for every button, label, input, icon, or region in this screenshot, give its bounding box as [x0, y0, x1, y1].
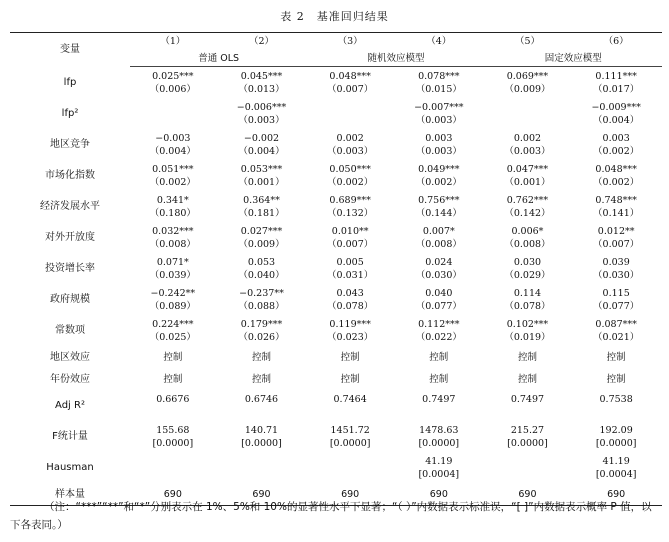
standard-error: （0.013）: [238, 83, 285, 95]
coefficient: 0.111***: [595, 70, 637, 82]
standard-error: （0.008）: [415, 238, 462, 250]
standard-error: （0.007）: [327, 238, 374, 250]
row-label: 年份效应: [50, 373, 90, 385]
coefficient: 0.002: [336, 132, 364, 144]
table-cell: [570, 452, 662, 483]
standard-error: [130, 114, 216, 127]
standard-error: （0.008）: [504, 238, 551, 250]
table-cell: 控制: [163, 351, 183, 363]
standard-error: （0.001）: [504, 176, 551, 188]
table-cell: [307, 222, 393, 253]
table-cell: [216, 129, 308, 160]
p-value: [216, 406, 308, 419]
coefficient: 0.689***: [329, 194, 371, 206]
p-value: [307, 406, 393, 419]
standard-error: （0.007）: [593, 238, 640, 250]
standard-error: [307, 114, 393, 127]
p-value: [0.0000]: [418, 437, 460, 449]
model-header-fixed-effects: 固定效应模型: [485, 50, 662, 67]
table-cell: 控制: [517, 373, 537, 385]
statistic-row: [10, 390, 662, 421]
table-cell: [216, 284, 308, 315]
p-value: [0.0000]: [241, 437, 282, 449]
coefficient: 0.003: [602, 132, 630, 144]
statistic-value: 155.68: [156, 424, 190, 436]
standard-error: （0.004）: [238, 145, 285, 157]
column-header: （5）: [485, 33, 571, 51]
standard-error: （0.006）: [149, 83, 196, 95]
table-cell: [130, 284, 216, 315]
table-cell: [130, 253, 216, 284]
coefficient: 0.039: [602, 256, 630, 268]
row-label: 地区竞争: [50, 139, 90, 150]
statistic-value: 0.7497: [510, 393, 545, 405]
table-cell: [130, 452, 216, 483]
table-cell: [570, 315, 662, 346]
standard-error: （0.019）: [504, 331, 551, 343]
table-cell: 控制: [163, 373, 183, 385]
table-cell: [130, 129, 216, 160]
standard-error: （0.021）: [593, 331, 640, 343]
p-value: [0.0004]: [595, 468, 637, 480]
standard-error: （0.077）: [593, 300, 640, 312]
p-value: [485, 468, 571, 481]
table-cell: [216, 191, 308, 222]
standard-error: （0.002）: [415, 176, 462, 188]
row-label: 对外开放度: [45, 232, 95, 243]
coefficient: 0.027***: [240, 225, 283, 237]
table-cell: [485, 160, 571, 191]
table-cell: [216, 222, 308, 253]
p-value: [0.0000]: [507, 437, 548, 449]
row-label: 常数项: [55, 325, 85, 336]
p-value: [0.0000]: [152, 437, 194, 449]
table-cell: 控制: [606, 373, 626, 385]
table-cell: [130, 67, 216, 99]
table-cell: [393, 67, 485, 99]
table-cell: 控制: [606, 351, 626, 363]
table-cell: [307, 452, 393, 483]
model-header-ols: 普通 OLS: [130, 50, 307, 67]
coefficient: 0.032***: [152, 225, 194, 237]
statistic-row: [10, 452, 662, 483]
table-cell: [307, 253, 393, 284]
p-value: [130, 406, 216, 419]
coefficient: −0.237**: [239, 287, 284, 299]
coefficient: 0.005: [336, 256, 364, 268]
table-cell: [485, 390, 571, 421]
standard-error: （0.002）: [593, 176, 640, 188]
standard-error: （0.030）: [415, 269, 462, 281]
coefficient: 0.119***: [329, 318, 371, 330]
statistic-value: 215.27: [510, 424, 545, 436]
standard-error: （0.009）: [238, 238, 285, 250]
table-cell: 控制: [429, 351, 449, 363]
table-cell: [393, 390, 485, 421]
standard-error: （0.132）: [327, 207, 374, 219]
coefficient: 0.364**: [243, 194, 280, 206]
table-cell: [307, 129, 393, 160]
table-row: [10, 67, 662, 99]
coefficient: 0.048***: [329, 70, 371, 82]
row-label: 市场化指数: [45, 170, 95, 181]
coefficient: 0.049***: [418, 163, 460, 175]
table-cell: [570, 129, 662, 160]
standard-error: [485, 114, 571, 127]
coefficient: 0.115: [602, 287, 630, 299]
table-cell: [485, 284, 571, 315]
table-cell: [570, 421, 662, 452]
p-value: [393, 406, 485, 419]
statistic-value: 1451.72: [330, 424, 370, 436]
standard-error: （0.003）: [327, 145, 374, 157]
standard-error: （0.029）: [504, 269, 551, 281]
standard-error: （0.144）: [415, 207, 462, 219]
coefficient: 0.007*: [422, 225, 455, 237]
standard-error: （0.017）: [593, 83, 640, 95]
control-row: [10, 346, 662, 368]
coefficient: 0.050***: [329, 163, 371, 175]
coefficient: 0.224***: [152, 318, 194, 330]
coefficient: 0.748***: [595, 194, 637, 206]
standard-error: （0.040）: [238, 269, 285, 281]
table-cell: [393, 129, 485, 160]
row-label: F统计量: [52, 431, 88, 442]
table-cell: [570, 67, 662, 99]
coefficient: −0.003: [155, 132, 191, 144]
statistic-value: 0.6676: [156, 393, 190, 405]
table-row: [10, 191, 662, 222]
table-cell: [216, 390, 308, 421]
table-cell: [485, 222, 571, 253]
standard-error: （0.025）: [149, 331, 196, 343]
row-label: 投资增长率: [45, 263, 95, 274]
row-label: Hausman: [46, 462, 94, 473]
coefficient: 0.102***: [506, 318, 549, 330]
control-rows: [10, 346, 662, 390]
standard-error: （0.004）: [593, 114, 640, 126]
coefficient: 0.025***: [152, 70, 194, 82]
table-cell: 控制: [340, 351, 360, 363]
statistic-value: 0.6746: [244, 393, 279, 405]
table-cell: [570, 222, 662, 253]
table-cell: [130, 98, 216, 129]
table-cell: [485, 253, 571, 284]
statistic-value: [485, 455, 571, 468]
p-value: [216, 468, 308, 481]
standard-error: （0.008）: [149, 238, 196, 250]
table-cell: [307, 160, 393, 191]
coefficient: −0.006***: [236, 101, 287, 113]
regression-table: [10, 32, 662, 506]
standard-error: （0.003）: [415, 114, 462, 126]
statistic-value: 0.7538: [599, 393, 633, 405]
table-cell: [393, 222, 485, 253]
table-cell: [570, 160, 662, 191]
statistic-value: 192.09: [599, 424, 633, 436]
coefficient: 0.010**: [331, 225, 369, 237]
coefficient: 0.045***: [240, 70, 283, 82]
coefficient: −0.009***: [591, 101, 641, 113]
row-label: lfp: [63, 76, 77, 88]
standard-error: （0.180）: [149, 207, 196, 219]
p-value: [0.0004]: [418, 468, 460, 480]
table-cell: [130, 160, 216, 191]
standard-error: （0.141）: [593, 207, 640, 219]
table-cell: [570, 253, 662, 284]
table-cell: [216, 67, 308, 99]
coefficient: 0.030: [513, 256, 542, 268]
statistic-value: 0.7497: [422, 393, 456, 405]
table-note: （注：“***”“**”和“*”分别表示在 1%、5%和 10%的显著性水平下显著；“（ ）”内数据表示标准误，“[ ]”内数据表示概率 P 值，以下各表同。）: [10, 501, 652, 531]
statistic-value: [307, 455, 393, 468]
table-cell: [570, 390, 662, 421]
table-cell: [485, 421, 571, 452]
table-cell: [216, 452, 308, 483]
table-cell: 690: [570, 483, 662, 506]
coefficient: 0.053: [247, 256, 276, 268]
table-cell: [307, 98, 393, 129]
table-cell: [393, 421, 485, 452]
coefficient: 0.756***: [418, 194, 460, 206]
standard-error: （0.030）: [593, 269, 640, 281]
table-cell: [485, 67, 571, 99]
table-cell: [216, 421, 308, 452]
table-cell: [130, 421, 216, 452]
standard-error: （0.023）: [327, 331, 374, 343]
table-row: [10, 98, 662, 129]
table-cell: [307, 315, 393, 346]
table-cell: 控制: [340, 373, 360, 385]
statistic-value: [216, 455, 308, 468]
statistic-row: [10, 421, 662, 452]
coefficient: 0.012**: [597, 225, 635, 237]
table-cell: [393, 315, 485, 346]
standard-error: （0.088）: [238, 300, 285, 312]
table-cell: [393, 160, 485, 191]
statistic-value: 41.19: [602, 455, 630, 467]
standard-error: （0.004）: [149, 145, 196, 157]
standard-error: （0.007）: [327, 83, 374, 95]
model-header-random-effects: 随机效应模型: [307, 50, 484, 67]
table-row: [10, 160, 662, 191]
table-cell: [570, 284, 662, 315]
standard-error: （0.039）: [149, 269, 196, 281]
table-cell: [485, 129, 571, 160]
standard-error: （0.003）: [504, 145, 551, 157]
table-cell: 控制: [251, 373, 271, 385]
table-cell: [130, 315, 216, 346]
coefficient: 0.040: [425, 287, 453, 299]
standard-error: （0.078）: [327, 300, 374, 312]
standard-error: （0.089）: [149, 300, 196, 312]
table-cell: [485, 452, 571, 483]
table-cell: [307, 390, 393, 421]
p-value: [0.0000]: [595, 437, 637, 449]
table-cell: 690: [130, 483, 216, 506]
coefficient: 0.024: [425, 256, 453, 268]
coefficient-rows: [10, 67, 662, 347]
standard-error: （0.002）: [593, 145, 640, 157]
table-cell: [570, 191, 662, 222]
table-row: [10, 315, 662, 346]
table-cell: [393, 452, 485, 483]
coefficient: 0.071*: [156, 256, 189, 268]
coefficient: 0.112***: [418, 318, 460, 330]
standard-error: （0.022）: [415, 331, 462, 343]
standard-error: （0.031）: [327, 269, 374, 281]
table-cell: [130, 191, 216, 222]
column-header: （4）: [393, 33, 485, 51]
coefficient: −0.242**: [150, 287, 196, 299]
coefficient: 0.078***: [418, 70, 460, 82]
standard-error: （0.003）: [415, 145, 462, 157]
statistic-rows: [10, 390, 662, 483]
table-cell: [485, 98, 571, 129]
row-label: 地区效应: [50, 351, 90, 363]
table-cell: [216, 98, 308, 129]
table-cell: 控制: [251, 351, 271, 363]
p-value: [307, 468, 393, 481]
table-cell: [307, 284, 393, 315]
coefficient: 0.341*: [156, 194, 189, 206]
table-cell: [307, 67, 393, 99]
statistic-value: 41.19: [425, 455, 453, 467]
coefficient: 0.179***: [240, 318, 283, 330]
p-value: [130, 468, 216, 481]
statistic-value: 0.7464: [333, 393, 367, 405]
table-cell: [485, 315, 571, 346]
standard-error: （0.002）: [327, 176, 374, 188]
table-title: 表 2 基准回归结果: [280, 10, 389, 23]
p-value: [0.0000]: [329, 437, 371, 449]
row-label: 经济发展水平: [40, 201, 100, 212]
coefficient: −0.002: [243, 132, 280, 144]
coefficient: 0.069***: [506, 70, 549, 82]
coefficient: 0.047***: [506, 163, 549, 175]
coefficient: 0.762***: [506, 194, 549, 206]
column-header: （2）: [216, 33, 308, 51]
column-header: （3）: [307, 33, 393, 51]
column-header: （6）: [570, 33, 662, 51]
table-cell: [393, 191, 485, 222]
table-cell: 690: [307, 483, 393, 506]
statistic-value: 1478.63: [419, 424, 459, 436]
standard-error: （0.181）: [238, 207, 285, 219]
variable-header: 变量: [10, 33, 130, 67]
column-header: （1）: [130, 33, 216, 51]
coefficient: 0.051***: [152, 163, 194, 175]
table-row: [10, 129, 662, 160]
coefficient: 0.003: [425, 132, 453, 144]
standard-error: （0.077）: [415, 300, 462, 312]
coefficient: 0.053***: [240, 163, 283, 175]
coefficient: [307, 101, 393, 114]
table-cell: [130, 390, 216, 421]
coefficient: 0.002: [513, 132, 542, 144]
table-cell: 690: [485, 483, 571, 506]
standard-error: （0.015）: [415, 83, 462, 95]
standard-error: （0.142）: [504, 207, 551, 219]
table-cell: 控制: [429, 373, 449, 385]
standard-error: （0.003）: [238, 114, 285, 126]
coefficient: −0.007***: [414, 101, 464, 113]
table-cell: [485, 191, 571, 222]
row-label: Adj R²: [55, 400, 85, 411]
table-cell: [393, 98, 485, 129]
control-row: [10, 368, 662, 390]
standard-error: （0.001）: [238, 176, 285, 188]
standard-error: （0.009）: [504, 83, 551, 95]
p-value: [570, 406, 662, 419]
table-cell: [307, 421, 393, 452]
coefficient: 0.087***: [595, 318, 637, 330]
coefficient: 0.114: [513, 287, 542, 299]
coefficient: 0.048***: [595, 163, 637, 175]
table-cell: 控制: [517, 351, 537, 363]
standard-error: （0.002）: [149, 176, 196, 188]
table-cell: [216, 315, 308, 346]
coefficient: [130, 101, 216, 114]
table-cell: [393, 253, 485, 284]
table-cell: [216, 160, 308, 191]
coefficient: 0.043: [336, 287, 364, 299]
row-label: 样本量: [10, 483, 130, 506]
table-row: [10, 222, 662, 253]
table-cell: [393, 284, 485, 315]
statistic-value: [130, 455, 216, 468]
p-value: [485, 406, 571, 419]
table-cell: [570, 98, 662, 129]
table-cell: 690: [393, 483, 485, 506]
statistic-value: 140.71: [244, 424, 279, 436]
coefficient: 0.006*: [511, 225, 544, 237]
table-cell: 690: [216, 483, 308, 506]
row-label: lfp²: [61, 108, 79, 119]
coefficient: [485, 101, 571, 114]
table-row: [10, 253, 662, 284]
table-row: [10, 284, 662, 315]
row-label: 政府规模: [50, 294, 90, 305]
standard-error: （0.026）: [238, 331, 285, 343]
table-cell: [307, 191, 393, 222]
table-cell: [130, 222, 216, 253]
standard-error: （0.078）: [504, 300, 551, 312]
table-cell: [216, 253, 308, 284]
